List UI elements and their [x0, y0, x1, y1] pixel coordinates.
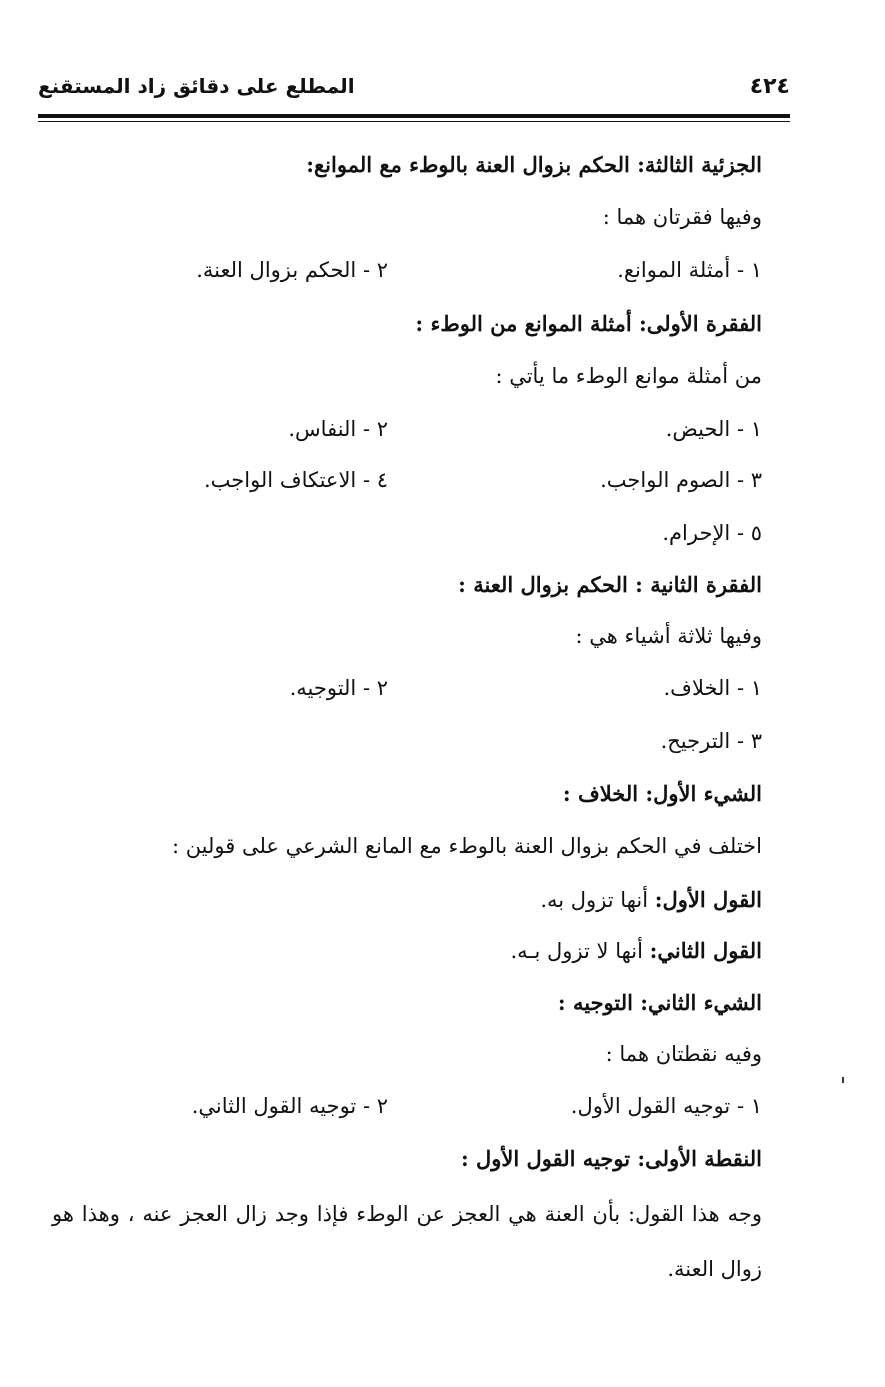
section-item-1: ١ - أمثلة الموانع.	[617, 258, 762, 282]
opinion1-line	[540, 887, 762, 912]
point1-text: وجه هذا القول: بأن العنة هي العجز عن الوطء فإذا وجد زال العجز عنه ، وهذا هو زوال العنة.	[52, 1202, 762, 1281]
point1-heading: النقطة الأولى: توجيه القول الأول :	[460, 1146, 762, 1171]
paragraph2-item-2: ٢ - التوجيه.	[289, 676, 388, 700]
paragraph1-item-3: ٣ - الصوم الواجب.	[600, 468, 762, 492]
opinion1-label: القول الأول:	[654, 887, 762, 912]
paragraph2-item-1: ١ - الخلاف.	[663, 676, 762, 700]
paragraph1-item-2: ٢ - النفاس.	[288, 417, 388, 441]
paragraph1-intro: من أمثلة موانع الوطء ما يأتي :	[495, 364, 762, 388]
paragraph1-heading: الفقرة الأولى: أمثلة الموانع من الوطء :	[415, 311, 762, 336]
running-title: المطلع على دقائق زاد المستقنع	[38, 74, 355, 98]
opinion2-label: القول الثاني:	[649, 938, 762, 963]
section-intro: وفيها فقرتان هما :	[602, 205, 762, 229]
margin-mark	[842, 1077, 844, 1083]
paragraph2-item-3: ٣ - الترجيح.	[660, 729, 762, 753]
thing2-item-1: ١ - توجيه القول الأول.	[570, 1094, 762, 1118]
page-header	[38, 74, 790, 112]
page-number: ٤٢٤	[749, 74, 790, 99]
thing2-item-2: ٢ - توجيه القول الثاني.	[191, 1094, 388, 1118]
paragraph1-item-5: ٥ - الإحرام.	[662, 521, 762, 545]
thing2-heading: الشيء الثاني: التوجيه :	[557, 990, 762, 1015]
paragraph1-item-4: ٤ - الاعتكاف الواجب.	[203, 468, 388, 492]
opinion2-text: أنها لا تزول بـه.	[510, 939, 643, 963]
thing2-intro: وفيه نقطتان هما :	[605, 1042, 762, 1066]
section-item-2: ٢ - الحكم بزوال العنة.	[196, 258, 388, 282]
opinion2-line	[510, 938, 762, 963]
section-heading: الجزئية الثالثة: الحكم بزوال العنة بالوطء مع الموانع:	[306, 152, 762, 177]
thing1-heading: الشيء الأول: الخلاف :	[562, 781, 762, 806]
thing1-text: اختلف في الحكم بزوال العنة بالوطء مع المانع الشرعي على قولين :	[171, 834, 762, 858]
header-rule-thin	[38, 121, 790, 122]
paragraph2-intro: وفيها ثلاثة أشياء هي :	[575, 624, 762, 648]
header-rule-thick	[38, 114, 790, 118]
paragraph1-item-1: ١ - الحيض.	[665, 417, 762, 441]
opinion1-text: أنها تزول به.	[540, 888, 649, 912]
paragraph2-heading: الفقرة الثانية : الحكم بزوال العنة :	[458, 572, 762, 597]
